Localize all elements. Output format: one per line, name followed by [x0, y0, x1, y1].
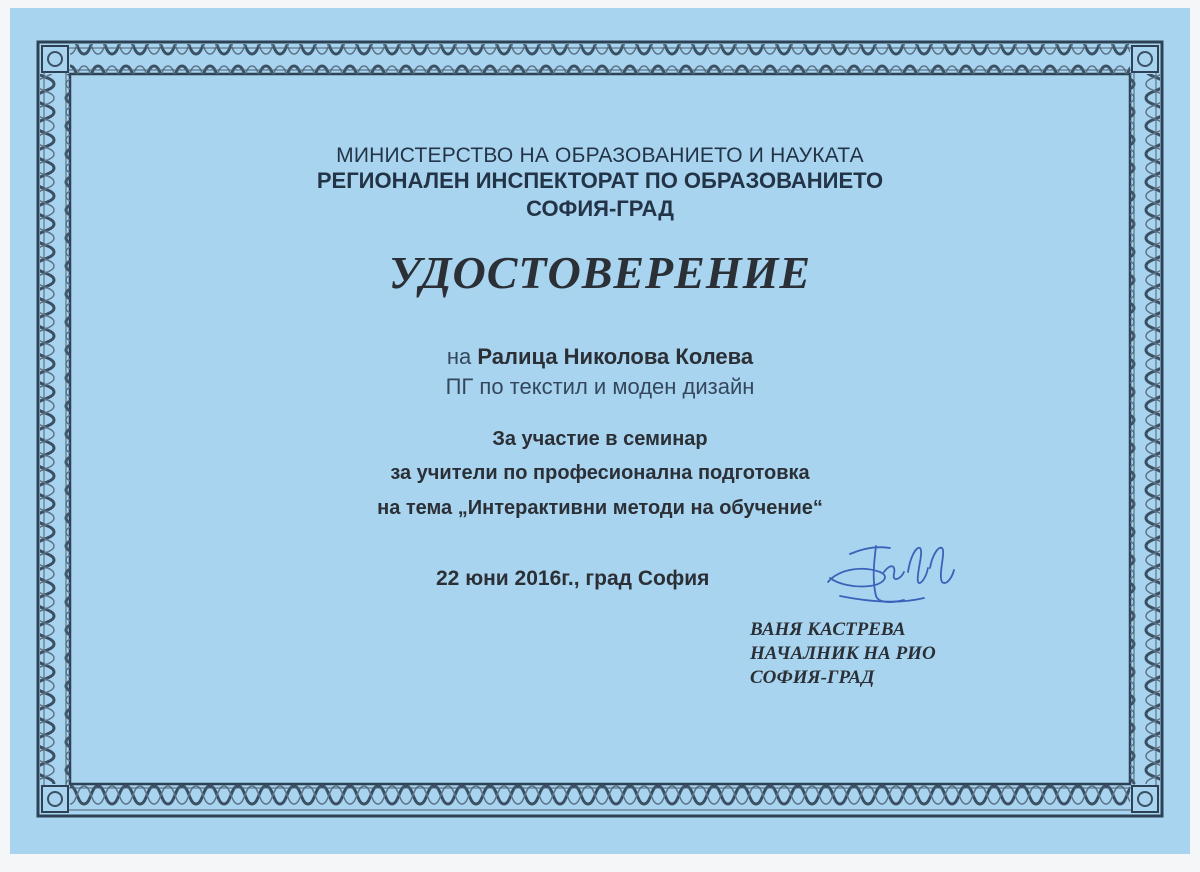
recipient-name: Ралица Николова Колева	[477, 344, 754, 369]
date-place: 22 юни 2016г., град София	[436, 567, 710, 590]
body-line-1: За участие в семинар	[492, 428, 708, 450]
signatory-position: НАЧАЛНИК НА РИО	[750, 643, 936, 664]
recipient-prefix: на	[446, 344, 472, 369]
handwritten-signature	[820, 538, 960, 610]
recipient-school: ПГ по текстил и моден дизайн	[445, 374, 755, 399]
signatory-city: СОФИЯ-ГРАД	[750, 667, 875, 688]
body-line-3: на тема „Интерактивни методи на обучение“	[377, 497, 823, 519]
body-line-2: за учители по професионална подготовка	[390, 462, 810, 484]
signatory-block	[750, 618, 936, 690]
recipient-line	[0, 344, 1200, 370]
signatory-name: ВАНЯ КАСТРЕВА	[750, 619, 906, 640]
city-heading: СОФИЯ-ГРАД	[526, 196, 674, 221]
ministry-heading: МИНИСТЕРСТВО НА ОБРАЗОВАНИЕТО И НАУКАТА	[336, 144, 864, 167]
inspectorate-heading: РЕГИОНАЛЕН ИНСПЕКТОРАТ ПО ОБРАЗОВАНИЕТО	[316, 168, 884, 193]
certificate-title: УДОСТОВЕРЕНИЕ	[388, 247, 812, 298]
